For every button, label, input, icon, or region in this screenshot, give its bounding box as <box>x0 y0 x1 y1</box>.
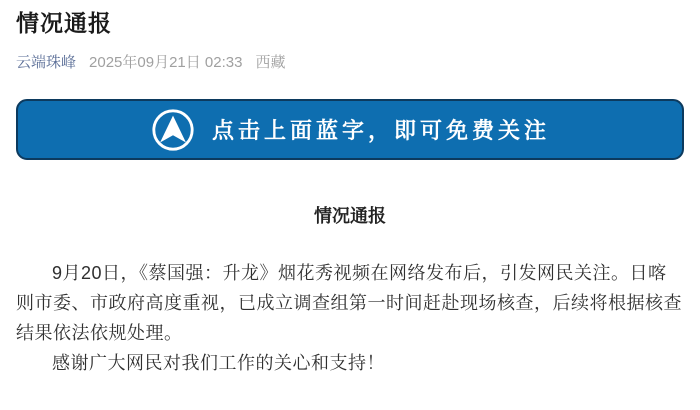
paragraph-line: 感谢广大网民对我们工作的关心和支持！ <box>52 353 385 373</box>
publish-location: 西藏 <box>255 54 286 71</box>
follow-banner[interactable] <box>16 99 684 160</box>
paragraph <box>16 258 684 348</box>
paragraph-line: 则市委、市政府高度重视，已成立调查组第一时间赶赴现场核查，后续将根据核查 <box>16 293 682 313</box>
byline <box>16 51 684 72</box>
publish-date: 2025年09月21日 02:33 <box>89 54 243 71</box>
account-name-link[interactable]: 云端珠峰 <box>16 54 77 71</box>
follow-banner-text: 点击上面蓝字，即可免费关注 <box>211 118 550 143</box>
arrow-up-circle-icon <box>150 107 196 153</box>
paragraph-line: 9月20日，《蔡国强：升龙》烟花秀视频在网络发布后，引发网民关注。日喀 <box>52 263 667 283</box>
paragraph <box>16 348 684 378</box>
page-title: 情况通报 <box>16 10 112 36</box>
article-heading: 情况通报 <box>314 206 386 226</box>
paragraph-line: 结果依法依规处理。 <box>16 323 183 343</box>
article-body <box>16 258 684 378</box>
